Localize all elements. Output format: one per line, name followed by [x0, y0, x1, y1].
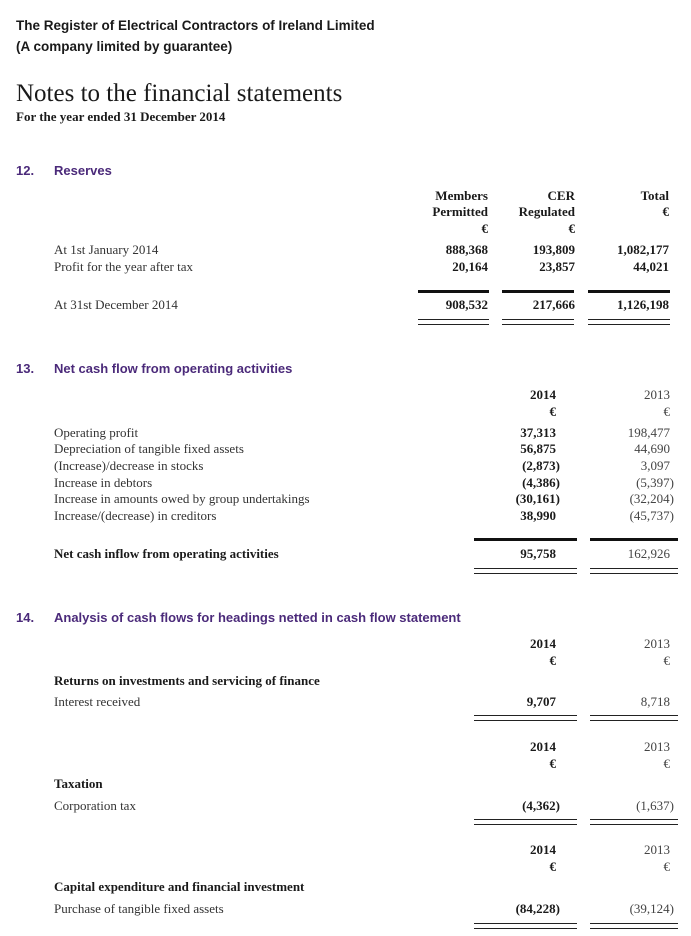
value-cell: (39,124): [629, 901, 674, 916]
rule: [590, 538, 678, 541]
section-title: Reserves: [54, 163, 112, 178]
value-cell: 23,857: [539, 259, 575, 274]
col-header-currency: €: [549, 859, 556, 874]
value-cell: (4,386): [522, 475, 560, 490]
double-rule: [590, 715, 678, 721]
col-header-members: Members: [435, 188, 488, 203]
double-rule: [502, 319, 574, 325]
page-title: Notes to the financial statements: [16, 80, 343, 107]
value-cell: 198,477: [627, 425, 670, 440]
col-header-2013: 2013: [644, 842, 670, 857]
col-header-total: Total: [640, 188, 669, 203]
block-heading: Capital expenditure and financial investment: [54, 879, 305, 894]
double-rule: [418, 319, 489, 325]
double-rule: [474, 923, 577, 929]
col-header-currency: €: [549, 756, 556, 771]
row-label: Increase/(decrease) in creditors: [54, 508, 217, 523]
value-cell: 38,990: [520, 508, 556, 523]
col-header-permitted: Permitted: [432, 204, 488, 219]
row-label: Increase in amounts owed by group undertakings: [54, 491, 310, 506]
value-cell: 888,368: [445, 242, 488, 257]
total-cell: 908,532: [445, 297, 488, 312]
row-label: Purchase of tangible fixed assets: [54, 901, 224, 916]
value-cell: (5,397): [636, 475, 674, 490]
value-cell: (4,362): [522, 798, 560, 813]
value-cell: (2,873): [522, 458, 560, 473]
value-cell: (1,637): [636, 798, 674, 813]
value-cell: 193,809: [532, 242, 575, 257]
double-rule: [474, 819, 577, 825]
col-header-2014: 2014: [530, 842, 556, 857]
row-label: (Increase)/decrease in stocks: [54, 458, 204, 473]
row-label: Depreciation of tangible fixed assets: [54, 441, 244, 456]
section-number: 14.: [16, 610, 35, 625]
col-header-currency: €: [568, 221, 575, 236]
row-label: At 1st January 2014: [54, 242, 159, 257]
section-title: Analysis of cash flows for headings netted in cash flow statement: [54, 610, 461, 625]
rule: [502, 290, 574, 293]
row-label: Operating profit: [54, 425, 139, 440]
block-heading: Returns on investments and servicing of finance: [54, 673, 320, 688]
col-header-currency: €: [663, 404, 670, 419]
value-cell: 1,082,177: [617, 242, 669, 257]
rule: [588, 290, 670, 293]
col-header-2013: 2013: [644, 636, 670, 651]
col-header-currency: €: [663, 859, 670, 874]
value-cell: 3,097: [640, 458, 670, 473]
company-type: (A company limited by guarantee): [16, 39, 233, 54]
value-cell: 37,313: [520, 425, 556, 440]
total-cell: 95,758: [520, 546, 556, 561]
value-cell: (30,161): [515, 491, 560, 506]
row-label: Corporation tax: [54, 798, 136, 813]
section-title: Net cash flow from operating activities: [54, 361, 293, 376]
row-label: At 31st December 2014: [54, 297, 178, 312]
col-header-2013: 2013: [644, 387, 670, 402]
row-label: Increase in debtors: [54, 475, 153, 490]
total-cell: 1,126,198: [617, 297, 669, 312]
col-header-2014: 2014: [530, 636, 556, 651]
row-label: Profit for the year after tax: [54, 259, 193, 274]
col-header-currency: €: [481, 221, 488, 236]
rule: [418, 290, 489, 293]
company-name: The Register of Electrical Contractors of Ireland Limited: [16, 18, 375, 33]
total-cell: 217,666: [532, 297, 575, 312]
col-header-currency: €: [662, 204, 669, 219]
col-header-2014: 2014: [530, 387, 556, 402]
col-header-2014: 2014: [530, 739, 556, 754]
col-header-cer: CER: [547, 188, 575, 203]
section-number: 13.: [16, 361, 35, 376]
double-rule: [588, 319, 670, 325]
col-header-2013: 2013: [644, 739, 670, 754]
total-label: Net cash inflow from operating activities: [54, 546, 279, 561]
double-rule: [590, 819, 678, 825]
section-number: 12.: [16, 163, 35, 178]
block-heading: Taxation: [54, 776, 103, 791]
col-header-currency: €: [663, 756, 670, 771]
double-rule: [590, 568, 678, 574]
value-cell: (45,737): [629, 508, 674, 523]
value-cell: 8,718: [640, 694, 670, 709]
value-cell: 44,021: [633, 259, 669, 274]
value-cell: 44,690: [634, 441, 670, 456]
total-cell: 162,926: [627, 546, 670, 561]
col-header-currency: €: [549, 653, 556, 668]
value-cell: 20,164: [452, 259, 488, 274]
rule: [474, 538, 577, 541]
col-header-regulated: Regulated: [518, 204, 575, 219]
double-rule: [474, 715, 577, 721]
value-cell: 56,875: [520, 441, 556, 456]
value-cell: (84,228): [515, 901, 560, 916]
col-header-currency: €: [663, 653, 670, 668]
page-subtitle: For the year ended 31 December 2014: [16, 109, 226, 124]
col-header-currency: €: [549, 404, 556, 419]
row-label: Interest received: [54, 694, 141, 709]
value-cell: (32,204): [629, 491, 674, 506]
double-rule: [590, 923, 678, 929]
double-rule: [474, 568, 577, 574]
value-cell: 9,707: [526, 694, 556, 709]
